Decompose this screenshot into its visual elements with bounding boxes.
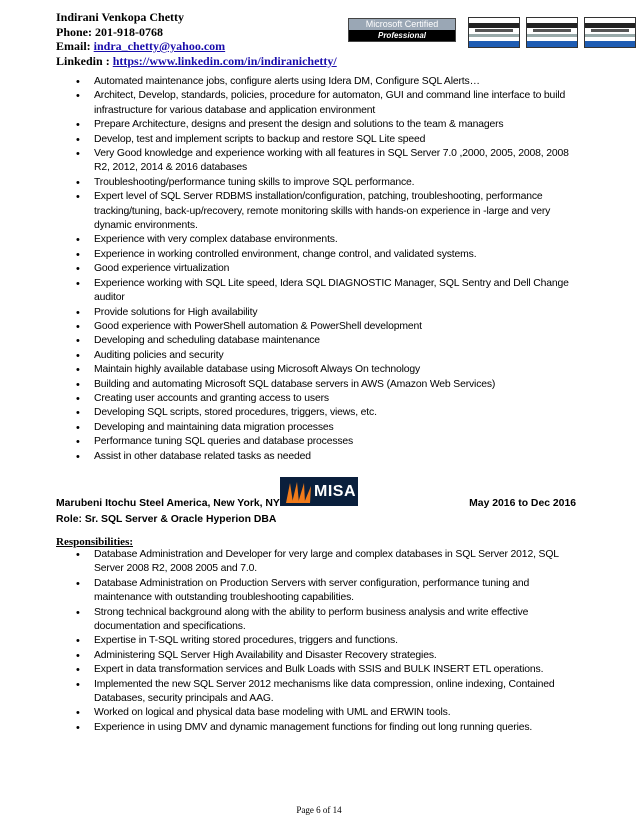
list-item: • Troubleshooting/performance tuning skills to improve SQL performance. — [75, 176, 575, 190]
certification-badge-2 — [526, 17, 578, 48]
list-item: • Develop, test and implement scripts to backup and restore SQL Lite speed — [75, 133, 575, 147]
job-dates: May 2016 to Dec 2016 — [469, 498, 576, 509]
page-number: Page 6 of 14 — [296, 805, 342, 815]
certification-badge-1 — [468, 17, 520, 48]
list-item: • Building and automating Microsoft SQL database servers in AWS (Amazon Web Services) — [75, 378, 575, 392]
list-item: • Very Good knowledge and experience working with all features in SQL Server 7.0 ,2000, 2005, 2008, 2008 R2, 2012, 2014 & 2016 databases — [75, 147, 575, 176]
responsibilities-heading: Responsibilities: — [56, 536, 134, 548]
microsoft-certified-logo — [348, 18, 456, 42]
list-item: • Expert in data transformation services and Bulk Loads with SSIS and BULK INSERT ETL operations. — [75, 663, 575, 677]
phone-line: Phone: 201-918-0768 — [56, 24, 163, 39]
list-item: • Prepare Architecture, designs and present the design and solutions to the team & managers — [75, 118, 575, 132]
email-line — [56, 39, 337, 54]
list-item: • Database Administration and Developer for very large and complex databases in SQL Server 2012, SQL Server 2008 R2, 2008 2005 and 7.0. — [75, 548, 575, 577]
list-item: • Experience with very complex database environments. — [75, 233, 575, 247]
list-item: • Developing SQL scripts, stored procedures, triggers, views, etc. — [75, 406, 575, 420]
list-item: • Performance tuning SQL queries and database processes — [75, 435, 575, 449]
list-item: • Worked on logical and physical data base modeling with UML and ERWIN tools. — [75, 706, 575, 720]
responsibilities-bullet-list — [75, 548, 575, 735]
list-item: • Database Administration on Production Servers with server configuration, performance tuning and maintenance with outstanding troubleshooting capabilities. — [75, 577, 575, 606]
ms-certified-text: Microsoft Certified — [349, 19, 455, 30]
list-item: • Developing and scheduling database maintenance — [75, 334, 575, 348]
list-item: • Administering SQL Server High Availability and Disaster Recovery strategies. — [75, 649, 575, 663]
ms-professional-text: Professional — [349, 30, 455, 41]
linkedin-label: Linkedin : — [56, 53, 113, 68]
list-item: • Auditing policies and security — [75, 349, 575, 363]
list-item: • Expert level of SQL Server RDBMS installation/configuration, patching, troubleshooting, performance tracking/tuning, back-up/recovery, remote monitoring skills with hands-on experience in -large and very dynamic environments. — [75, 190, 575, 233]
misa-logo — [280, 477, 358, 506]
list-item: • Strong technical background along with the ability to perform business analysis and write effective documentation and specifications. — [75, 606, 575, 635]
misa-logo-text: MISA — [314, 483, 356, 500]
list-item: • Experience in using DMV and dynamic management functions for finding out long running queries. — [75, 721, 575, 735]
list-item: • Good experience with PowerShell automation & PowerShell development — [75, 320, 575, 334]
candidate-name: Indirani Venkopa Chetty — [56, 10, 185, 24]
linkedin-line — [56, 54, 337, 69]
email-label: Email: — [56, 39, 94, 53]
list-item: • Architect, Develop, standards, policies, procedure for automaton, GUI and command line interface to build infrastructure for various database and application environment — [75, 89, 575, 118]
list-item: • Provide solutions for High availability — [75, 306, 575, 320]
list-item: • Maintain highly available database using Microsoft Always On technology — [75, 363, 575, 377]
certification-badge-3 — [584, 17, 636, 48]
list-item: • Expertise in T-SQL writing stored procedures, triggers and functions. — [75, 634, 575, 648]
email-link[interactable]: indra_chetty@yahoo.com — [93, 39, 226, 53]
list-item: • Developing and maintaining data migration processes — [75, 421, 575, 435]
linkedin-link[interactable]: https://www.linkedin.com/in/indiranichetty/ — [112, 53, 337, 68]
company-name: Marubeni Itochu Steel America, New York, NY — [56, 498, 280, 509]
job-role: Role: Sr. SQL Server & Oracle Hyperion DBA — [56, 514, 277, 525]
list-item: • Good experience virtualization — [75, 262, 575, 276]
list-item: • Experience working with SQL Lite speed, Idera SQL DIAGNOSTIC Manager, SQL Sentry and Dell Change auditor — [75, 277, 575, 306]
contact-header — [56, 10, 337, 68]
list-item: • Automated maintenance jobs, configure alerts using Idera DM, Configure SQL Alerts… — [75, 75, 575, 89]
list-item: • Creating user accounts and granting access to users — [75, 392, 575, 406]
skills-bullet-list — [75, 75, 575, 464]
list-item: • Implemented the new SQL Server 2012 mechanisms like data compression, online indexing, Contained Databases, security principals and AAG. — [75, 678, 575, 707]
list-item: • Assist in other database related tasks as needed — [75, 450, 575, 464]
list-item: • Experience in working controlled environment, change control, and validated systems. — [75, 248, 575, 262]
sunburst-icon — [284, 480, 312, 503]
